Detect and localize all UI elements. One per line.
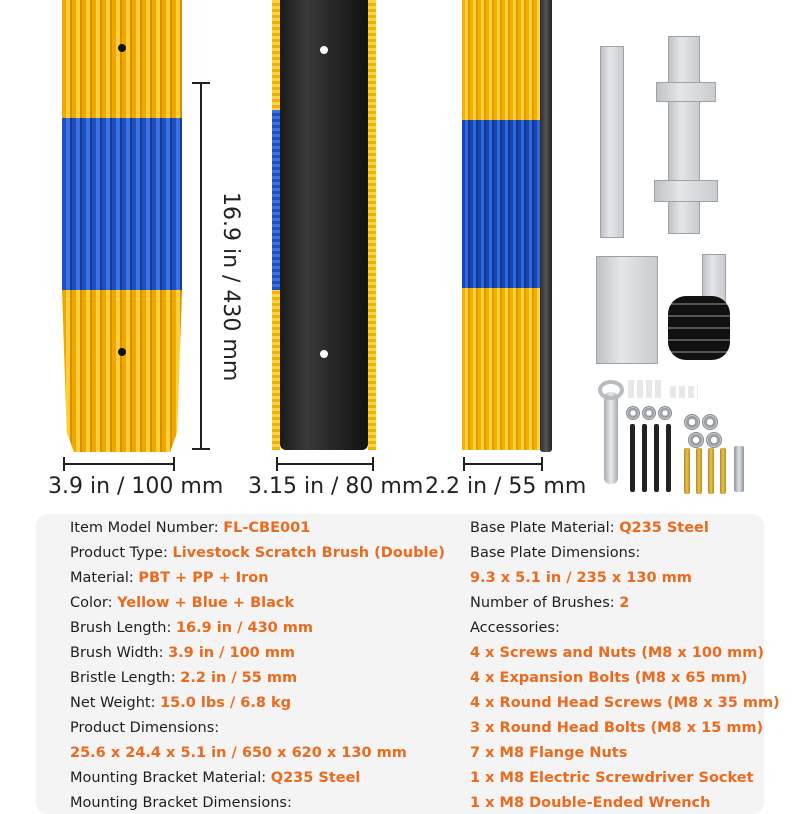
accessory-item: 4 x Screws and Nuts (M8 x 100 mm) — [470, 645, 764, 661]
spec-accessories-label: Accessories: — [470, 620, 560, 636]
expansion-bolt — [708, 448, 714, 494]
blue-bristles — [62, 118, 182, 290]
spec-base-plate-dimensions-value: 9.3 x 5.1 in / 235 x 130 mm — [470, 570, 692, 586]
width-dimension-tick — [63, 457, 65, 471]
accessory-item: 4 x Expansion Bolts (M8 x 65 mm) — [470, 670, 748, 686]
flange-nut — [702, 414, 718, 430]
brush-back-plate — [280, 0, 368, 450]
expansion-anchors — [628, 380, 664, 398]
brush-top-view — [62, 0, 182, 452]
yellow-bristles-top — [462, 0, 540, 120]
yellow-bristles-bottom — [462, 288, 540, 450]
spec-brush-length: Brush Length: 16.9 in / 430 mm — [70, 620, 314, 636]
long-bolt — [666, 424, 671, 492]
spring — [668, 296, 730, 360]
back-width-label: 3.15 in / 80 mm — [248, 474, 424, 499]
screwdriver-socket — [734, 446, 744, 492]
spec-number-of-brushes: Number of Brushes: 2 — [470, 595, 630, 611]
expansion-bolt — [720, 448, 726, 494]
mount-hole — [118, 348, 126, 356]
length-dimension-line — [200, 82, 202, 450]
yellow-bristles-top — [62, 0, 182, 118]
accessory-item: 4 x Round Head Screws (M8 x 35 mm) — [470, 695, 780, 711]
spec-bracket-material: Mounting Bracket Material: Q235 Steel — [70, 770, 361, 786]
flange-nut — [684, 414, 700, 430]
bracket-flange — [654, 180, 718, 202]
width-label: 3.9 in / 100 mm — [48, 474, 224, 499]
accessory-item: 3 x Round Head Bolts (M8 x 15 mm) — [470, 720, 764, 736]
width-dimension-line — [63, 463, 175, 465]
wrench-ring — [598, 380, 624, 400]
width-dimension-tick — [173, 457, 175, 471]
spec-product-dimensions-value: 25.6 x 24.4 x 5.1 in / 650 x 620 x 130 mm — [70, 745, 407, 761]
length-dimension-tick — [192, 82, 210, 84]
bristle-edge-blue — [272, 110, 280, 290]
wrench-icon — [604, 392, 618, 484]
expansion-bolt — [696, 448, 702, 494]
spec-model: Item Model Number: FL-CBE001 — [70, 520, 311, 536]
long-bolt — [642, 424, 647, 492]
accessory-item: 1 x M8 Double-Ended Wrench — [470, 795, 711, 811]
mount-hole — [320, 350, 328, 358]
yellow-bristles-bottom — [62, 290, 182, 452]
spec-bristle-length: Bristle Length: 2.2 in / 55 mm — [70, 670, 298, 686]
bristle-dimension-tick — [541, 457, 543, 471]
back-width-dimension-tick — [276, 457, 278, 471]
length-label: 16.9 in / 430 mm — [218, 192, 243, 382]
spec-base-plate-dimensions-label: Base Plate Dimensions: — [470, 545, 641, 561]
spec-material: Material: PBT + PP + Iron — [70, 570, 269, 586]
spec-base-plate-material: Base Plate Material: Q235 Steel — [470, 520, 709, 536]
washer — [626, 406, 640, 420]
flange-nut — [688, 432, 704, 448]
flange-nut — [706, 432, 722, 448]
bristle-edge-right — [368, 0, 376, 450]
back-width-dimension-line — [276, 463, 374, 465]
spec-net-weight: Net Weight: 15.0 lbs / 6.8 kg — [70, 695, 292, 711]
spec-brush-width: Brush Width: 3.9 in / 100 mm — [70, 645, 296, 661]
mounting-bracket — [668, 36, 700, 234]
washer — [658, 406, 672, 420]
mount-hole — [320, 46, 328, 54]
spec-product-dimensions-label: Product Dimensions: — [70, 720, 220, 736]
anchor-caps — [670, 386, 698, 398]
mount-hole — [118, 44, 126, 52]
mounting-bracket — [600, 46, 624, 238]
bracket-flange — [656, 82, 716, 102]
brush-base-bar — [540, 0, 552, 452]
length-dimension-tick — [192, 448, 210, 450]
bristle-label: 2.2 in / 55 mm — [425, 474, 587, 499]
brush-back-view — [272, 0, 376, 455]
back-width-dimension-tick — [372, 457, 374, 471]
blue-bristles — [462, 120, 540, 288]
washer — [642, 406, 656, 420]
spec-panel — [36, 514, 780, 814]
expansion-bolt — [684, 448, 690, 494]
base-plate — [596, 256, 658, 364]
spec-product-type: Product Type: Livestock Scratch Brush (Double) — [70, 545, 445, 561]
brush-side-view — [462, 0, 552, 452]
bristle-dimension-tick — [463, 457, 465, 471]
length-label-wrap — [215, 192, 255, 382]
bristle-dimension-line — [463, 463, 543, 465]
long-bolt — [654, 424, 659, 492]
accessory-item: 7 x M8 Flange Nuts — [470, 745, 628, 761]
spec-bracket-dimensions-label: Mounting Bracket Dimensions: — [70, 795, 292, 811]
accessory-item: 1 x M8 Electric Screwdriver Socket — [470, 770, 754, 786]
spec-color: Color: Yellow + Blue + Black — [70, 595, 295, 611]
long-bolt — [630, 424, 635, 492]
